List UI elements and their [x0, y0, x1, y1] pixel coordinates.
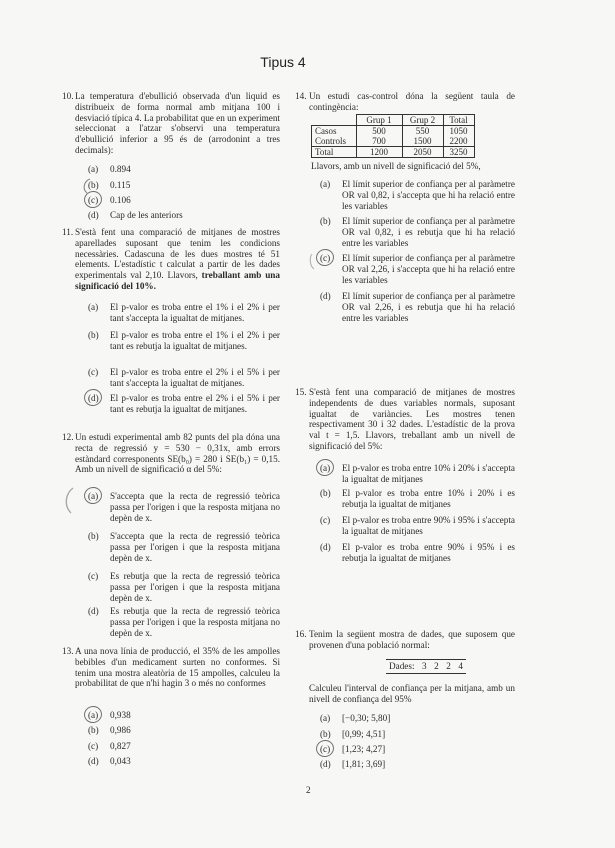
page-header: Tipus 4 [260, 54, 306, 70]
option-text: S'accepta que la recta de regressió teòrica passa per l'origen i que la resposta mitjana no depèn de x. [110, 491, 280, 523]
table-cell: 500 [356, 126, 402, 137]
option-a [320, 463, 515, 485]
table-header: Grup 1 [356, 115, 402, 126]
option-text: El p-valor es troba entre 90% i 95% i s'accepta la igualtat de mitjanes [342, 515, 515, 536]
table-cell: 1050 [443, 126, 474, 137]
option-text: El p-valor es troba entre 10% i 20% i s'accepta la igualtat de mitjanes [342, 463, 515, 484]
option-c [320, 515, 515, 537]
data-value: 4 [458, 661, 463, 671]
table-cell: 2050 [402, 147, 443, 158]
option-label: (c) [320, 515, 331, 525]
option-a [88, 164, 280, 175]
table-header: Total [443, 115, 474, 126]
option-label: (d) [88, 756, 99, 766]
option-label: (a) [88, 164, 99, 174]
table-row [312, 147, 475, 158]
option-b [88, 725, 280, 736]
option-label: (a) [320, 179, 331, 189]
option-c [320, 744, 515, 755]
option-text: Es rebutja que la recta de regressió teòrica passa per l'origen i que la resposta mitjana depèn de x. [110, 571, 280, 603]
option-d [88, 210, 280, 221]
option-label: (c) [88, 367, 99, 377]
table-cell: 1500 [402, 136, 443, 147]
table-header: Grup 2 [402, 115, 443, 126]
option-label: (c) [320, 253, 331, 263]
option-b [88, 180, 280, 191]
option-text: El límit superior de confiança per al paràmetre OR val 0,82, i s'accepta que hi ha relació entre les variables [342, 179, 515, 211]
option-label: (d) [88, 210, 99, 220]
data-label: Dades: [389, 661, 415, 671]
option-label: (a) [88, 302, 99, 312]
option-b [88, 531, 280, 563]
question-stem [75, 227, 280, 292]
table-corner-cell [312, 115, 357, 126]
option-b [320, 729, 515, 740]
option-text: 0,043 [110, 756, 131, 766]
table-cell: 2200 [443, 136, 474, 147]
data-sample [386, 659, 466, 674]
pencil-stroke [310, 254, 314, 269]
option-text: 0.115 [110, 180, 131, 190]
question-followup-text: Llavors, amb un nivell de significació del 5%, [311, 161, 481, 171]
table-cell: Total [312, 147, 357, 158]
table-cell: 3250 [443, 147, 474, 158]
option-a [88, 710, 280, 721]
option-text: 0.894 [110, 164, 131, 174]
option-text: El p-valor es troba entre 90% i 95% i es rebutja la igualtat de mitjanes [342, 542, 515, 563]
option-text: 0,938 [110, 710, 131, 720]
option-b [88, 330, 280, 352]
option-text: [0,99; 4,51] [342, 729, 386, 739]
question-number: 16. [295, 629, 307, 639]
question-number: 14. [295, 91, 307, 101]
option-c [88, 195, 280, 206]
option-label: (c) [88, 741, 99, 751]
option-c [88, 741, 280, 752]
option-text: El p-valor es troba entre el 2% i el 5% i per tant es rebutja la igualtat de mitjanes. [110, 393, 280, 414]
question-stem: La temperatura d'ebullició observada d'un liquid es distribueix de forma normal amb mitjana 100 i desviació típica 4. La probabilitat que en un experiment seleccionat a l'atzar s'observi una temperatura d'ebullició inferior a 95 és de (arrodonint a tres decimals): [75, 91, 280, 155]
option-label: (b) [88, 725, 99, 735]
option-text: [1,23; 4,27] [342, 744, 386, 754]
option-text: El límit superior de confiança per al paràmetre OR val 2,26, i s'accepta que hi ha relació entre les variables [342, 253, 515, 285]
table-header-row [312, 115, 475, 126]
option-text: [1,81; 3,69] [342, 759, 386, 769]
option-text: 0.106 [110, 195, 131, 205]
table-row [312, 136, 475, 147]
option-label: (c) [88, 195, 99, 205]
table-cell: 700 [356, 136, 402, 147]
option-d [88, 756, 280, 767]
option-a [88, 302, 280, 324]
option-label: (d) [320, 291, 331, 301]
table-cell: Casos [312, 126, 357, 137]
option-d [320, 291, 515, 323]
option-text: El límit superior de confiança per al paràmetre OR val 0,82, i es rebutja que hi ha relació entre les variables [342, 216, 515, 248]
page-number: 2 [306, 785, 311, 795]
option-label: (c) [320, 744, 331, 754]
option-label: (a) [320, 713, 331, 723]
pencil-stroke [66, 488, 73, 513]
option-a [320, 179, 515, 211]
option-d [88, 393, 280, 415]
option-label: (c) [88, 571, 99, 581]
option-label: (b) [88, 180, 99, 190]
option-b [320, 488, 515, 510]
option-text: 0,986 [110, 725, 131, 735]
question-stem: A una nova línia de producció, el 35% de les ampolles bebibles d'un medicament surten no conformes. Si tenim una mostra aleatòria de 15 ampolles, calculeu la probabilitat de que n'hi hagin 3 o més no conformes [75, 646, 280, 689]
option-a [320, 713, 515, 724]
option-d [88, 606, 280, 638]
option-text: El p-valor es troba entre el 2% i el 5% i per tant s'accepta la igualtat de mitjanes. [110, 367, 280, 388]
question-number: 15. [295, 387, 307, 397]
stem-bold-text: treballant amb una significació del 10%. [75, 270, 281, 291]
option-label: (d) [320, 542, 331, 552]
question-number: 12. [62, 432, 74, 442]
question-number: 10. [62, 91, 74, 101]
option-text: S'accepta que la recta de regressió teòrica passa per l'origen i que la resposta mitjana depèn de x. [110, 531, 280, 563]
option-d [320, 759, 515, 770]
option-label: (d) [88, 393, 99, 403]
option-label: (b) [88, 531, 99, 541]
table-cell: 1200 [356, 147, 402, 158]
option-text: El p-valor es troba entre el 1% i el 2% i per tant es rebutja la igualtat de mitjanes. [110, 330, 280, 351]
option-label: (d) [88, 606, 99, 616]
question-stem: Un estudi cas-control dóna la següent taula de contingència: [309, 91, 515, 112]
question-stem: S'està fent una comparació de mitjanes de mostres independents de dues variables normals, suposant igualtat de variàncies. Les mostres tenen respectivament 30 i 32 dades. L'estadístic de la prova val t = 1,5. Llavors, treballant amb un nivell de significació del 5%: [309, 387, 515, 451]
option-label: (b) [320, 729, 331, 739]
option-c [88, 367, 280, 389]
data-value: 3 [422, 661, 427, 671]
table-cell: Controls [312, 136, 357, 147]
option-label: (d) [320, 759, 331, 769]
option-text: [−0,30; 5,80] [342, 713, 391, 723]
option-c [88, 571, 280, 603]
question-stem: Un estudi experimental amb 82 punts del pla dóna una recta de regressió y = 530 − 0,31x, amb errors estàndard corresponents SE(b₀) = 280 i SE(b₁) = 0,15. Amb un nivell de significació α del 5%: [75, 432, 280, 475]
option-label: (b) [320, 488, 331, 498]
option-label: (b) [88, 330, 99, 340]
option-label: (a) [320, 463, 331, 473]
option-b [320, 216, 515, 248]
option-label: (b) [320, 216, 331, 226]
data-value: 2 [446, 661, 451, 671]
option-text: El p-valor es troba entre 10% i 20% i es rebutja la igualtat de mitjanes [342, 488, 515, 509]
option-text: El p-valor es troba entre el 1% i el 2% i per tant s'accepta la igualtat de mitjanes. [110, 302, 280, 323]
stem-text: S'està fent una comparació de mitjanes de mostres aparellades suposant que tenim les condicions necessàries. Cadascuna de les dues mostres té 51 elements. L'estadístic t calculat a partir de les dades experimentals val 2,10. Llavors, [75, 227, 280, 281]
question-stem: Tenim la següent mostra de dades, que suposem que provenen d'una població normal: [309, 629, 515, 650]
option-a [88, 491, 280, 523]
contingency-table [311, 114, 475, 158]
option-text: Cap de les anteriors [110, 210, 183, 220]
table-row [312, 126, 475, 137]
data-value: 2 [434, 661, 439, 671]
option-c [320, 253, 515, 285]
option-text: El límit superior de confiança per al paràmetre OR val 2,26, i es rebutja que hi ha relació entre les variables [342, 291, 515, 323]
question-number: 13. [62, 646, 74, 656]
option-d [320, 542, 515, 564]
option-text: Es rebutja que la recta de regressió teòrica passa per l'origen i que la resposta mitjana no depèn de x. [110, 606, 280, 638]
option-label: (a) [88, 710, 99, 720]
option-text: 0,827 [110, 741, 131, 751]
question-number: 11. [62, 227, 74, 237]
table-cell: 550 [402, 126, 443, 137]
question-followup-text: Calculeu l'interval de confiança per la mitjana, amb un nivell de confiança del 95% [309, 683, 515, 704]
option-label: (a) [88, 491, 99, 501]
